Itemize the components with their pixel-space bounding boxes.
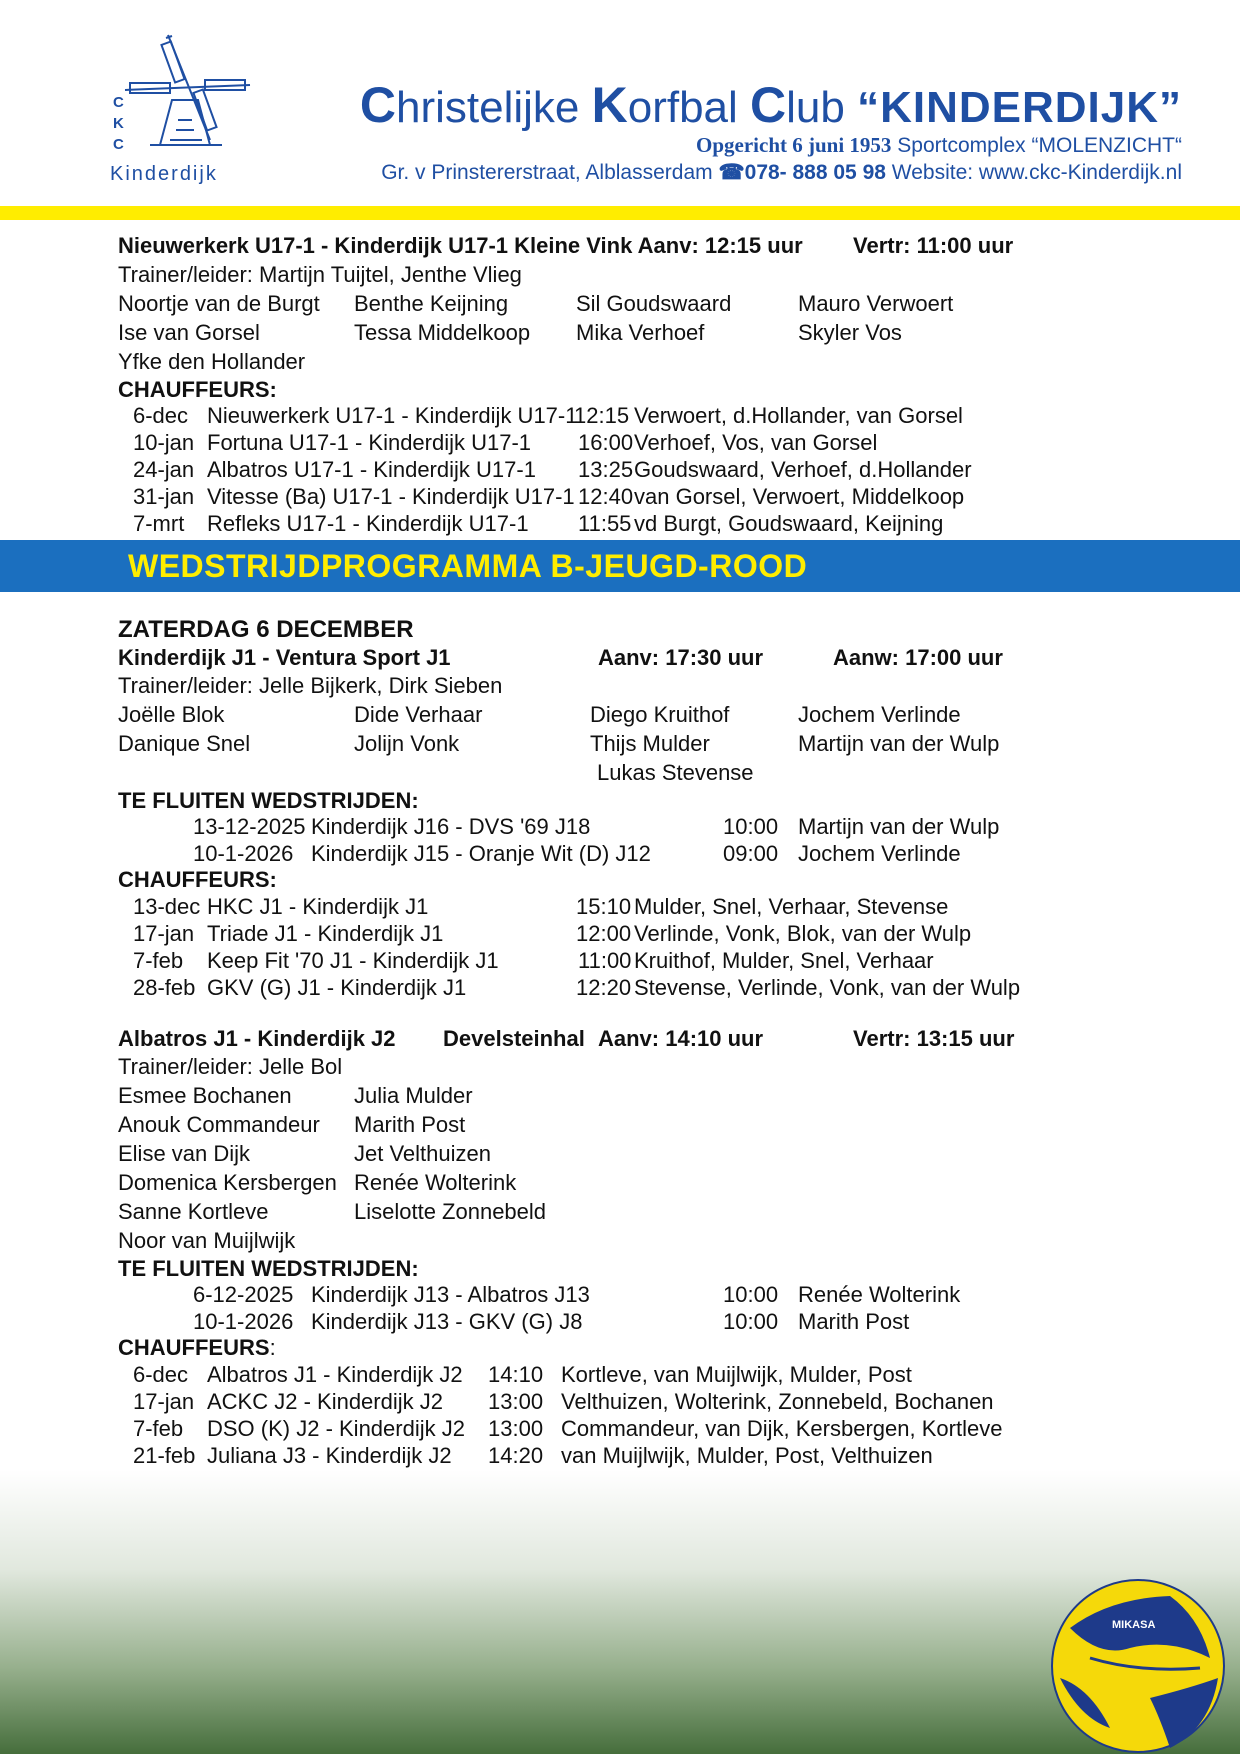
player-name: Lukas Stevense	[597, 760, 754, 785]
j2-depart-time: Vertr: 13:15 uur	[853, 1026, 1015, 1051]
j1-start-time: Aanv: 17:30 uur	[598, 645, 764, 670]
driver-time: 12:15	[574, 403, 630, 428]
driver-names: Kruithof, Mulder, Snel, Verhaar	[634, 948, 934, 973]
whistle-time: 10:00	[723, 1282, 779, 1307]
player-name: Jochem Verlinde	[798, 702, 961, 727]
club-address: Gr. v Prinstererstraat, Alblasserdam ☎078- 888 05 98 Website: www.ckc-Kinderdijk.nl	[381, 161, 1182, 184]
driver-date: 7-feb	[133, 1416, 184, 1441]
driver-names: Commandeur, van Dijk, Kersbergen, Kortleve	[561, 1416, 1003, 1441]
driver-time: 11:00	[578, 948, 632, 973]
driver-match: Juliana J3 - Kinderdijk J2	[207, 1443, 452, 1468]
player-name: Mika Verhoef	[576, 320, 705, 345]
whistle-time: 10:00	[723, 814, 779, 839]
driver-match: Albatros U17-1 - Kinderdijk U17-1	[207, 457, 536, 482]
driver-time: 12:20	[576, 975, 632, 1000]
driver-match: Triade J1 - Kinderdijk J1	[207, 921, 444, 946]
player-name: Esmee Bochanen	[118, 1083, 292, 1108]
player-name: Dide Verhaar	[354, 702, 483, 727]
player-name: Thijs Mulder	[590, 731, 710, 756]
j1-trainer: Trainer/leider: Jelle Bijkerk, Dirk Sieben	[118, 673, 503, 698]
driver-match: Vitesse (Ba) U17-1 - Kinderdijk U17-1	[207, 484, 575, 509]
logo-caption: Kinderdijk	[110, 163, 218, 185]
player-name: Diego Kruithof	[590, 702, 730, 727]
driver-match: HKC J1 - Kinderdijk J1	[207, 894, 429, 919]
driver-match: ACKC J2 - Kinderdijk J2	[207, 1389, 443, 1414]
driver-names: Verwoert, d.Hollander, van Gorsel	[634, 403, 963, 428]
driver-time: 15:10	[576, 894, 632, 919]
player-name: Jolijn Vonk	[354, 731, 460, 756]
driver-date: 24-jan	[133, 457, 195, 482]
whistle-time: 09:00	[723, 841, 779, 866]
j1-whistle-heading: TE FLUITEN WEDSTRIJDEN:	[118, 788, 419, 813]
whistle-referee: Renée Wolterink	[798, 1282, 961, 1307]
whistle-match: Kinderdijk J13 - GKV (G) J8	[311, 1309, 583, 1334]
driver-time: 13:00	[488, 1389, 544, 1414]
club-title: Christelijke Korfbal Club “KINDERDIJK”	[359, 77, 1182, 133]
whistle-date: 10-1-2026	[193, 841, 294, 866]
driver-names: Mulder, Snel, Verhaar, Stevense	[634, 894, 949, 919]
day-heading: ZATERDAG 6 DECEMBER	[118, 616, 414, 643]
driver-date: 17-jan	[133, 1389, 195, 1414]
player-name: Martijn van der Wulp	[798, 731, 1000, 756]
driver-match: DSO (K) J2 - Kinderdijk J2	[207, 1416, 465, 1441]
driver-time: 16:00	[578, 430, 634, 455]
driver-match: GKV (G) J1 - Kinderdijk J1	[207, 975, 467, 1000]
section-banner-title: WEDSTRIJDPROGRAMMA B-JEUGD-ROOD	[128, 548, 808, 584]
driver-match: Albatros J1 - Kinderdijk J2	[207, 1362, 463, 1387]
player-name: Jet Velthuizen	[354, 1141, 491, 1166]
logo-letter-c2: C	[113, 136, 124, 153]
player-name: Sanne Kortleve	[118, 1199, 269, 1224]
player-name: Noor van Muijlwijk	[118, 1228, 296, 1253]
driver-date: 17-jan	[133, 921, 195, 946]
club-founded: Opgericht 6 juni 1953 Sportcomplex “MOLENZICHT“	[696, 133, 1182, 157]
driver-names: Verlinde, Vonk, Blok, van der Wulp	[634, 921, 972, 946]
j1-match-title: Kinderdijk J1 - Ventura Sport J1	[118, 645, 451, 670]
driver-time: 14:20	[488, 1443, 544, 1468]
club-website: Website: www.ckc-Kinderdijk.nl	[891, 161, 1182, 184]
driver-match: Fortuna U17-1 - Kinderdijk U17-1	[207, 430, 532, 455]
driver-match: Keep Fit '70 J1 - Kinderdijk J1	[207, 948, 499, 973]
u17-depart-time: Vertr: 11:00 uur	[853, 233, 1014, 258]
j2-drivers-heading: CHAUFFEURS:	[118, 1335, 276, 1360]
j2-venue: Develsteinhal	[443, 1026, 585, 1051]
u17-trainer: Trainer/leider: Martijn Tuijtel, Jenthe Vlieg	[118, 262, 522, 287]
u17-match-title: Nieuwerkerk U17-1 - Kinderdijk U17-1 Kleine Vink Aanv: 12:15 uur	[118, 233, 803, 258]
player-name: Liselotte Zonnebeld	[354, 1199, 547, 1224]
driver-date: 21-feb	[133, 1443, 196, 1468]
player-name: Noortje van de Burgt	[118, 291, 320, 316]
driver-names: Velthuizen, Wolterink, Zonnebeld, Bochanen	[561, 1389, 994, 1414]
driver-date: 10-jan	[133, 430, 195, 455]
player-name: Skyler Vos	[798, 320, 902, 345]
driver-time: 14:10	[488, 1362, 544, 1387]
whistle-date: 6-12-2025	[193, 1282, 294, 1307]
j1-arrive-time: Aanw: 17:00 uur	[833, 645, 1003, 670]
whistle-match: Kinderdijk J15 - Oranje Wit (D) J12	[311, 841, 651, 866]
windmill-logo	[110, 30, 260, 195]
whistle-referee: Marith Post	[798, 1309, 910, 1334]
u17-drivers-heading: CHAUFFEURS:	[118, 377, 277, 402]
j2-start-time: Aanv: 14:10 uur	[598, 1026, 764, 1051]
ball-brand: MIKASA	[1112, 1619, 1156, 1631]
driver-time: 12:40	[578, 484, 634, 509]
driver-date: 7-mrt	[133, 511, 185, 536]
driver-names: van Gorsel, Verwoert, Middelkoop	[634, 484, 965, 509]
driver-time: 13:25	[578, 457, 634, 482]
whistle-time: 10:00	[723, 1309, 779, 1334]
j2-match-title: Albatros J1 - Kinderdijk J2	[118, 1026, 396, 1051]
korfball-ball-image	[1050, 1578, 1226, 1754]
driver-names: Stevense, Verlinde, Vonk, van der Wulp	[634, 975, 1021, 1000]
whistle-referee: Jochem Verlinde	[798, 841, 961, 866]
logo-letter-k: K	[113, 115, 124, 132]
driver-names: Kortleve, van Muijlwijk, Mulder, Post	[561, 1362, 912, 1387]
header-divider	[0, 206, 1240, 220]
player-name: Ise van Gorsel	[118, 320, 260, 345]
driver-time: 11:55	[578, 511, 632, 536]
driver-date: 7-feb	[133, 948, 184, 973]
driver-match: Nieuwerkerk U17-1 - Kinderdijk U17-1	[207, 403, 578, 428]
driver-date: 28-feb	[133, 975, 196, 1000]
j2-whistle-heading: TE FLUITEN WEDSTRIJDEN:	[118, 1256, 419, 1281]
player-name: Domenica Kersbergen	[118, 1170, 337, 1195]
player-name: Renée Wolterink	[354, 1170, 517, 1195]
driver-date: 6-dec	[133, 403, 189, 428]
whistle-referee: Martijn van der Wulp	[798, 814, 1000, 839]
player-name: Joëlle Blok	[118, 702, 225, 727]
j2-trainer: Trainer/leider: Jelle Bol	[118, 1054, 343, 1079]
player-name: Yfke den Hollander	[118, 349, 306, 374]
player-name: Julia Mulder	[354, 1083, 473, 1108]
driver-names: van Muijlwijk, Mulder, Post, Velthuizen	[561, 1443, 933, 1468]
driver-names: Verhoef, Vos, van Gorsel	[634, 430, 878, 455]
driver-names: Goudswaard, Verhoef, d.Hollander	[634, 457, 972, 482]
player-name: Anouk Commandeur	[118, 1112, 320, 1137]
driver-date: 31-jan	[133, 484, 195, 509]
player-name: Sil Goudswaard	[576, 291, 732, 316]
logo-letter-c1: C	[113, 94, 124, 111]
whistle-match: Kinderdijk J16 - DVS '69 J18	[311, 814, 591, 839]
driver-date: 6-dec	[133, 1362, 189, 1387]
player-name: Danique Snel	[118, 731, 251, 756]
j1-drivers-heading: CHAUFFEURS:	[118, 867, 277, 892]
driver-match: Refleks U17-1 - Kinderdijk U17-1	[207, 511, 529, 536]
player-name: Elise van Dijk	[118, 1141, 251, 1166]
player-name: Benthe Keijning	[354, 291, 509, 316]
player-name: Mauro Verwoert	[798, 291, 954, 316]
driver-time: 12:00	[576, 921, 632, 946]
driver-names: vd Burgt, Goudswaard, Keijning	[634, 511, 944, 536]
whistle-match: Kinderdijk J13 - Albatros J13	[311, 1282, 590, 1307]
whistle-date: 13-12-2025	[193, 814, 306, 839]
driver-date: 13-dec	[133, 894, 201, 919]
driver-time: 13:00	[488, 1416, 544, 1441]
player-name: Marith Post	[354, 1112, 466, 1137]
whistle-date: 10-1-2026	[193, 1309, 294, 1334]
player-name: Tessa Middelkoop	[354, 320, 531, 345]
